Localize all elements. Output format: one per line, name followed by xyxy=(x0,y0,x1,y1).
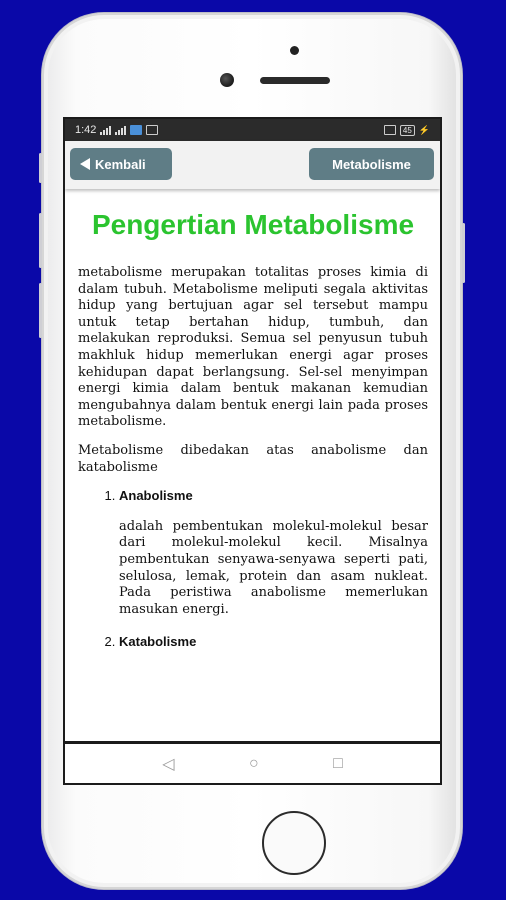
paragraph-definition: metabolisme merupakan totalitas proses kimia di dalam tubuh. Metabolisme meliputi segala aktivitas hidup yang bertujuan agar sel tersebut mampu untuk tetap bertahan hidup, tumbuh, dan melakukan reproduksi. Semua sel penyusun tubuh makhluk hidup memerlukan energi agar proses kehidupan dapat berlangsung. Sel-sel menyimpan energi kimia dalam bentuk makanan kemudian mengubahnya dalam bentuk energi lain pada proses metabolisme. xyxy=(78,265,428,430)
back-button-label: Kembali xyxy=(95,156,146,172)
metabolisme-button-label: Metabolisme xyxy=(332,156,411,172)
back-arrow-icon xyxy=(80,158,90,170)
home-button[interactable] xyxy=(262,811,326,875)
image-notification-icon xyxy=(146,125,158,135)
back-button[interactable] xyxy=(70,148,172,180)
article-content xyxy=(65,209,440,651)
phone-volume-up-button xyxy=(39,213,42,268)
earpiece-speaker xyxy=(260,77,330,84)
term-name: 1. Anabolisme xyxy=(119,488,193,504)
list-item xyxy=(119,634,428,651)
vibrate-icon xyxy=(384,125,396,135)
status-time: 1:42 xyxy=(75,124,97,136)
term-description: adalah pembentukan molekul-molekul besar dari molekul-molekul kecil. Misalnya pembentukan senyawa-senyawa seperti pati, selulosa, lemak, protein dan asam nukleat. Pada peristiwa anabolisme memerlukan masukan energi. xyxy=(119,518,428,617)
term-name: 2. Katabolisme xyxy=(119,634,197,650)
charging-icon: ⚡ xyxy=(418,124,430,135)
paragraph-types: Metabolisme dibedakan atas anabolisme dan katabolisme xyxy=(78,442,428,475)
nav-recents-icon[interactable]: □ xyxy=(333,754,343,772)
phone-side-button xyxy=(39,153,42,183)
proximity-sensor xyxy=(290,46,299,55)
list-item xyxy=(119,488,428,618)
phone-screen xyxy=(63,117,442,785)
battery-icon: 45 xyxy=(400,125,415,136)
nav-back-icon[interactable]: ◁ xyxy=(162,755,175,773)
term-list xyxy=(78,488,428,651)
phone-power-button xyxy=(462,223,465,283)
signal-icon xyxy=(100,126,111,135)
signal-2-icon xyxy=(115,126,126,135)
nav-home-icon[interactable]: ○ xyxy=(248,754,259,772)
page-title: Pengertian Metabolisme xyxy=(91,209,415,240)
notification-icon xyxy=(130,125,142,135)
front-camera-icon xyxy=(220,73,234,87)
top-app-bar xyxy=(65,141,440,189)
android-nav-bar xyxy=(65,741,440,783)
phone-volume-down-button xyxy=(39,283,42,338)
metabolisme-button[interactable] xyxy=(309,148,434,180)
status-bar xyxy=(65,119,440,141)
